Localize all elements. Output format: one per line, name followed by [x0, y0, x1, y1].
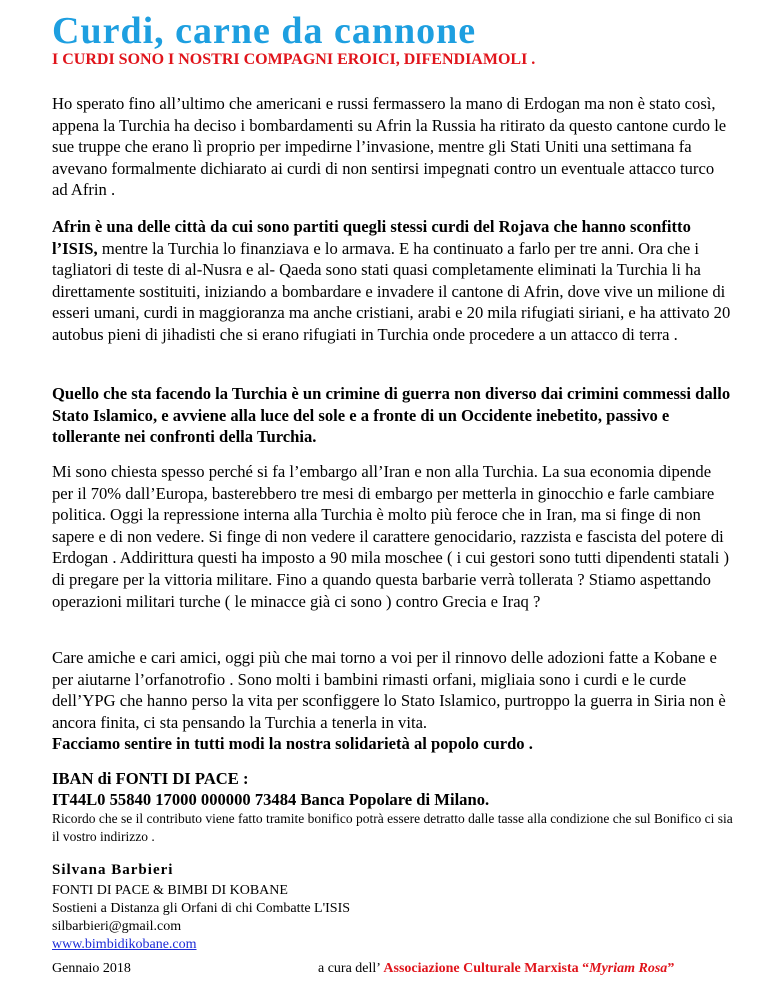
- footer-assoc-italic: Myriam Rosa: [589, 961, 668, 976]
- footer-date: Gennaio 2018: [52, 961, 131, 976]
- paragraph-5-bold: Facciamo sentire in tutti modi la nostra solidarietà al popolo curdo .: [52, 734, 533, 754]
- paragraph-2-text: mentre la Turchia lo finanziava e lo armava. E ha continuato a farlo per tre anni. Ora che i tagliatori di teste di al-Nusra e al- Qaeda sono stati quasi completamente eliminati la Turchia li ha direttamente sostituiti, iniziando a bombardare e invadere il cantone di Afrin, dove vive un milione di esseri umani, curdi in maggioranza ma anche cristiani, arabi e 20 mila rifugiati siriani, e ha attivato 20 autobus pieni di jihadisti che si erano rifugiati in Turchia onde procedere a un attacco di terra .: [52, 238, 731, 344]
- page-subtitle: I CURDI SONO I NOSTRI COMPAGNI EROICI, DIFENDIAMOLI .: [52, 51, 536, 68]
- footer-association: [383, 961, 674, 976]
- signature-org: FONTI DI PACE & BIMBI DI KOBANE: [52, 883, 288, 898]
- paragraph-3: Quello che sta facendo la Turchia è un crimine di guerra non diverso dai crimini commessi dallo Stato Islamico, e avviene alla luce del sole e a fronte di un Occidente inebetito, passivo e tollerante nei confronti della Turchia.: [52, 384, 731, 447]
- signature-email: silbarbieri@gmail.com: [52, 919, 182, 934]
- iban-label: IBAN di FONTI DI PACE :: [52, 769, 249, 788]
- website-link[interactable]: www.bimbidikobane.com: [52, 937, 197, 952]
- paragraph-2-bold: Afrin è una delle città da cui sono partiti quegli stessi curdi del Rojava che hanno sconfitto l’ISIS,: [52, 217, 691, 258]
- footer-assoc-name: Associazione Culturale Marxista “: [383, 961, 590, 976]
- signature-name: Silvana Barbieri: [52, 862, 174, 878]
- signature-tagline: Sostieni a Distanza gli Orfani di chi Combatte L'ISIS: [52, 901, 351, 916]
- paragraph-4: Mi sono chiesta spesso perché si fa l’embargo all’Iran e non alla Turchia. La sua economia dipende per il 70% dall’Europa, basterebbero tre mesi di embargo per metterla in ginocchio e farle cambiare politica. Oggi la repressione interna alla Turchia è molto più feroce che in Iran, ma si finge di non sapere e di non vedere. Si finge di non vedere il carattere genocidario, razzista e fascista del potere di Erdogan . Addirittura questi ha imposto a 90 mila moschee ( i cui gestori sono tutti dipendenti statali ) di pregare per la vittoria militare. Fino a quando questa barbarie verrà tollerata ? Stiamo aspettando operazioni militari turche ( le minacce già ci sono ) contro Grecia e Iraq ?: [52, 462, 729, 611]
- iban-note: Ricordo che se il contributo viene fatto tramite bonifico potrà essere detratto dalle tasse alla condizione che sul Bonifico ci sia il vostro indirizzo .: [52, 811, 733, 844]
- footer-curated-prefix: a cura dell’: [318, 961, 384, 976]
- iban-number: IT44L0 55840 17000 000000 73484 Banca Popolare di Milano.: [52, 790, 490, 809]
- page-title: Curdi, carne da cannone: [52, 10, 477, 52]
- paragraph-5-text: Care amiche e cari amici, oggi più che mai torno a voi per il rinnovo delle adozioni fatte a Kobane e per aiutarne l’orfanotrofio . Sono molti i bambini rimasti orfani, migliaia sono i curdi e le curde dell’YPG che hanno perso la vita per sconfiggere lo Stato Islamico, purtroppo la guerra in Siria non è ancora finita, ci sta pensando la Turchia a tenerla in vita.: [52, 648, 726, 732]
- footer-assoc-close: ”: [667, 961, 675, 976]
- paragraph-5: [52, 647, 732, 755]
- paragraph-1: Ho sperato fino all’ultimo che americani e russi fermassero la mano di Erdogan ma non è stato così, appena la Turchia ha deciso i bombardamenti su Afrin la Russia ha ritirato da questo cantone curdo le sue truppe che erano lì proprio per impedirne l’invasione, mentre gli Stati Uniti una settimana fa avevano formalmente dichiarato ai curdi di non sentirsi impegnati contro un eventuale attacco turco ad Afrin .: [52, 94, 727, 200]
- paragraph-2: [52, 216, 732, 346]
- footer-credit: [318, 961, 674, 977]
